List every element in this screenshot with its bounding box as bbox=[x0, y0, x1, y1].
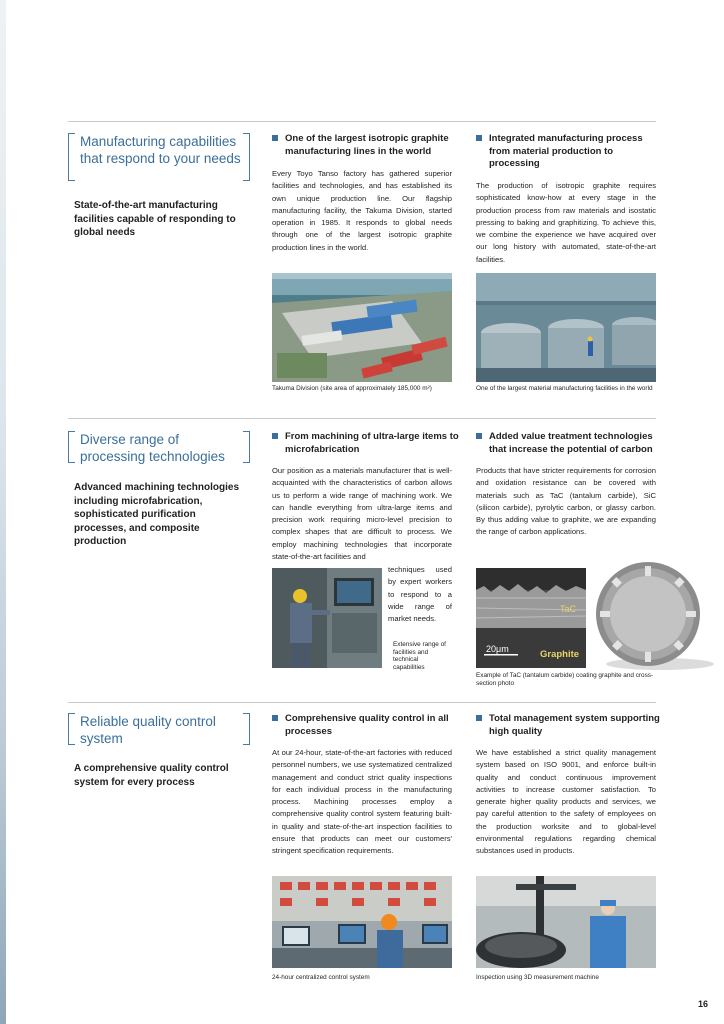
heading-integrated-process: Integrated manufacturing process from material production to processing bbox=[476, 133, 664, 171]
caption-control-room: 24-hour centralized control system bbox=[272, 974, 370, 981]
caption-3d-measurement: Inspection using 3D measurement machine bbox=[476, 974, 599, 981]
micro-label-graphite: Graphite bbox=[540, 649, 580, 660]
caption-tac: Example of TaC (tantalum carbide) coating graphite and cross-section photo bbox=[476, 672, 654, 687]
section-title-processing: Diverse range of processing technologies bbox=[80, 432, 225, 464]
body-machining-side: techniques used by expert workers to respond to a wide range of market needs. bbox=[388, 565, 452, 624]
caption-material-facility: One of the largest material manufacturing facilities in the world bbox=[476, 385, 653, 392]
section-title-manufacturing: Manufacturing capabilities that respond to your needs bbox=[80, 134, 241, 166]
section-subtitle-quality: A comprehensive quality control system for every process bbox=[74, 763, 229, 788]
photo-3d-measurement bbox=[476, 876, 656, 968]
section-subtitle-processing: Advanced machining technologies including microfabrication, sophisticated purification processes, and composite production bbox=[74, 482, 240, 547]
heading-total-management: Total management system supporting high quality bbox=[476, 713, 669, 738]
photo-tac-cross-section bbox=[476, 568, 586, 668]
section-divider bbox=[68, 702, 656, 703]
body-quality-control: At our 24-hour, state-of-the-art factories with reduced personnel numbers, we use systematized centralized management and conduct strict quality inspections for each individual process in the manufacturing process. Machining processes employ a comprehensive quality control system featuring built-in quality and state-of-the-art inspection facilities to ensure that products can meet our customers' stringent specification requirements. bbox=[272, 748, 452, 856]
photo-tac-coated-disc bbox=[592, 560, 716, 672]
page-edge-decoration bbox=[0, 0, 6, 1024]
micro-scale-label: 20μm bbox=[486, 644, 509, 654]
heading-machining: From machining of ultra-large items to microfabrication bbox=[272, 431, 460, 456]
body-integrated-process: The production of isotropic graphite requires sophisticated know-how at every stage in the production process from raw materials and isostatic pressing to baking and graphitizing. To achieve this, we combine the experience we have acquired over our long history with automated, state-of-the-art facilities. bbox=[476, 181, 656, 264]
photo-material-facility bbox=[476, 273, 656, 382]
photo-control-room bbox=[272, 876, 452, 968]
heading-largest-lines: One of the largest isotropic graphite manufacturing lines in the world bbox=[272, 133, 460, 158]
bullet-square-icon bbox=[272, 433, 278, 439]
section-subtitle-manufacturing: State-of-the-art manufacturing facilities capable of responding to global needs bbox=[74, 200, 236, 238]
photo-takuma-factory-aerial bbox=[272, 273, 452, 382]
bullet-square-icon bbox=[476, 135, 482, 141]
body-machining: Our position as a materials manufacturer that is well-acquainted with the characteristics of carbon allows us to perform a wide range of machining work. We can handle everything from ultra-large items and precision work requiring micro-level precision to complex shapes that are difficult to process. We employ machining technologies that incorporate state-of-the-art facilities and bbox=[272, 466, 452, 562]
photo-machining-worker bbox=[272, 568, 382, 668]
body-added-value: Products that have stricter requirements for corrosion and oxidation resistance can be covered with materials such as TaC (tantalum carbide), SiC (silicon carbide), pyrolytic carbon, or glassy carbon. By thus adding value to graphite, we are expanding the range of carbon applications. bbox=[476, 466, 656, 537]
section-divider bbox=[68, 121, 656, 122]
section-title-quality: Reliable quality control system bbox=[80, 714, 216, 746]
bullet-square-icon bbox=[476, 715, 482, 721]
body-total-management: We have established a strict quality management system based on ISO 9001, and enforce built-in quality and conduct continuous improvement activities to increase customer satisfaction. To generate higher quality products and services, we pay careful attention to the safety of employees on the production worksite and to global-level environmental regulations regarding chemical substances used in products. bbox=[476, 748, 656, 856]
bullet-square-icon bbox=[272, 715, 278, 721]
micro-label-tac: TaC bbox=[560, 604, 577, 614]
bullet-square-icon bbox=[476, 433, 482, 439]
heading-quality-control: Comprehensive quality control in all processes bbox=[272, 713, 465, 738]
caption-takuma: Takuma Division (site area of approximately 185,000 m²) bbox=[272, 385, 432, 392]
caption-machining: Extensive range of facilities and technical capabilities bbox=[393, 641, 446, 671]
bullet-square-icon bbox=[272, 135, 278, 141]
section-divider bbox=[68, 418, 656, 419]
page-number: 16 bbox=[697, 999, 708, 1009]
body-largest-lines: Every Toyo Tanso factory has gathered superior facilities and technologies, and has established its own unique production line. Our flagship manufacturing facility, the Takuma Division, started operation in 1985. It responds to global needs through one of the largest isotropic graphite production lines in the world. bbox=[272, 169, 452, 252]
heading-added-value: Added value treatment technologies that increase the potential of carbon bbox=[476, 431, 669, 456]
